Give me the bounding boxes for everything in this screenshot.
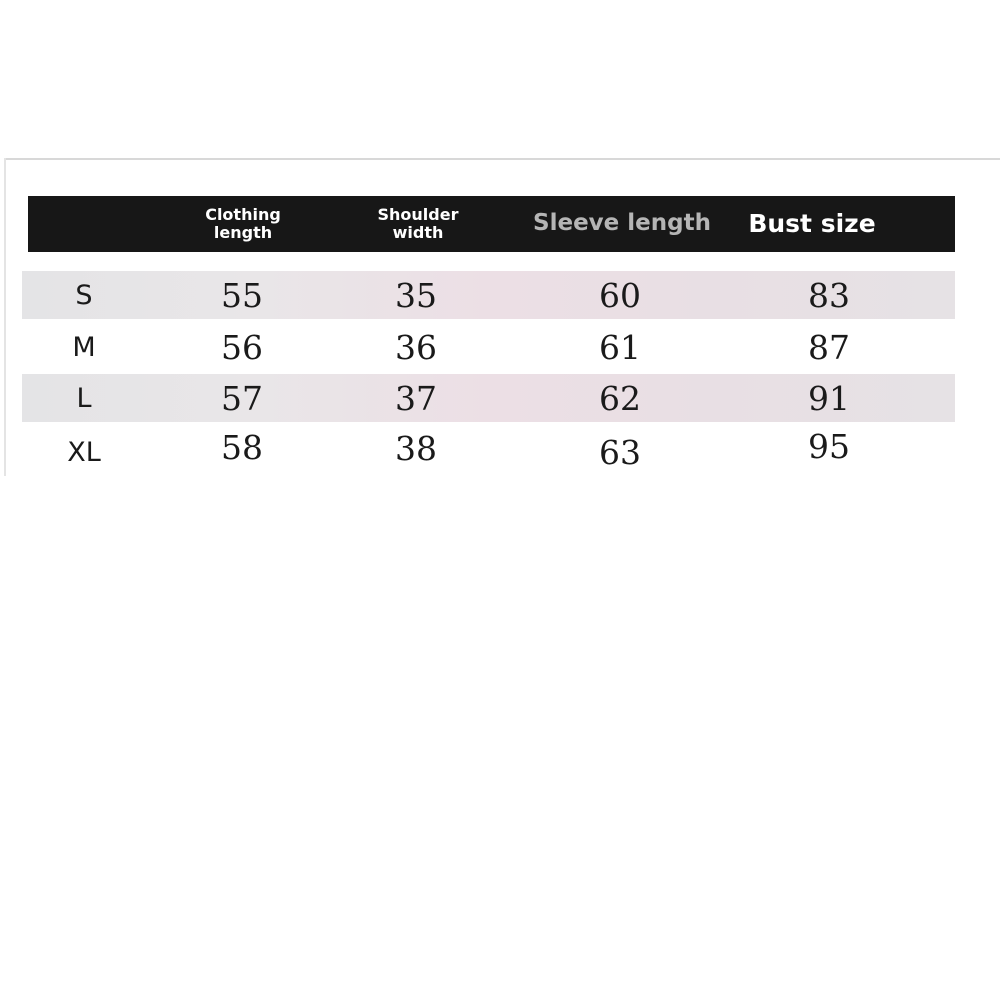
shoulder-width-cell: 38: [395, 428, 437, 468]
bust-size-cell: 87: [808, 327, 850, 367]
bust-size-cell: 83: [808, 275, 850, 315]
shoulder-width-cell: 35: [395, 275, 437, 315]
header-sleeve-length: Sleeve length: [533, 210, 711, 237]
sleeve-length-cell: 63: [599, 432, 641, 472]
sleeve-length-cell: 62: [599, 378, 641, 418]
header-shoulder-width-line-1: Shoulder: [377, 205, 459, 225]
table-row: [22, 428, 955, 476]
sleeve-length-cell: 61: [599, 327, 641, 367]
header-shoulder-width-line-2: width: [392, 223, 444, 242]
clothing-length-cell: 57: [221, 378, 263, 418]
clothing-length-cell: 58: [221, 427, 263, 467]
header-shoulder-width: [343, 196, 493, 252]
header-bust-size: Bust size: [748, 209, 876, 239]
header-clothing-length-line-1: Clothing: [205, 205, 281, 225]
table-row: [22, 271, 955, 319]
clothing-length-cell: 55: [221, 275, 263, 315]
shoulder-width-cell: 37: [395, 378, 437, 418]
table-row: [22, 323, 955, 371]
size-cell: L: [76, 382, 92, 414]
sleeve-length-cell: 60: [599, 275, 641, 315]
header-clothing-length-line-2: length: [213, 223, 273, 242]
clothing-length-cell: 56: [221, 327, 263, 367]
size-cell: XL: [67, 436, 101, 468]
size-cell: S: [75, 279, 93, 311]
bust-size-cell: 91: [808, 378, 850, 418]
table-row: [22, 374, 955, 422]
size-cell: M: [72, 331, 96, 363]
bust-size-cell: 95: [808, 426, 850, 466]
shoulder-width-cell: 36: [395, 327, 437, 367]
header-clothing-length: [168, 196, 318, 252]
